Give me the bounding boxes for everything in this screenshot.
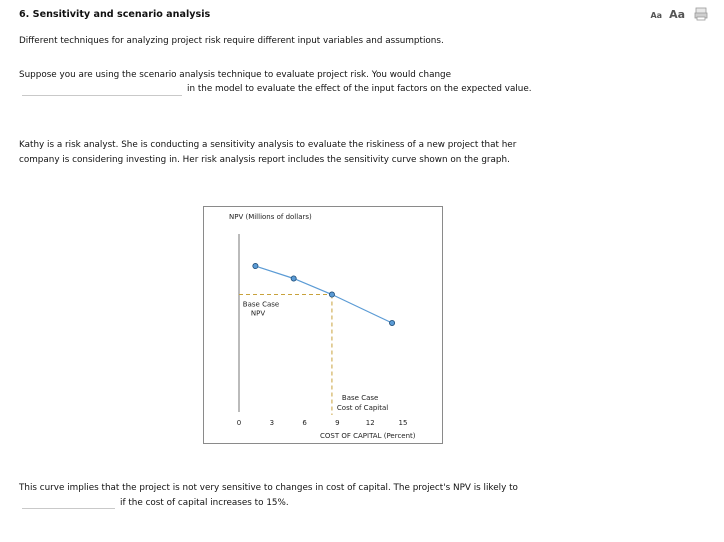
base-cost-label-line2: Cost of Capital xyxy=(336,404,389,412)
question2-line2: if the cost of capital increases to 15%. xyxy=(120,498,289,508)
x-tick-label: 0 xyxy=(236,419,242,427)
data-point xyxy=(329,292,334,297)
x-tick-label: 15 xyxy=(398,419,408,427)
base-npv-label-line2: NPV xyxy=(250,309,266,318)
question1-line1: Suppose you are using the scenario analysis technique to evaluate project risk. You would change xyxy=(19,70,452,80)
x-tick-label: 9 xyxy=(335,419,340,427)
chart-xlabel: COST OF CAPITAL (Percent) xyxy=(320,432,416,440)
question1-answer-dropdown[interactable] xyxy=(22,95,182,96)
sensitivity-chart xyxy=(203,206,443,444)
data-point xyxy=(291,276,296,281)
x-tick-label: 12 xyxy=(365,419,375,427)
scenario-line1: Kathy is a risk analyst. She is conducting a sensitivity analysis to evaluate the riskiness of a new project that her xyxy=(19,140,517,150)
base-npv-label-line1: Base Case xyxy=(242,300,280,309)
data-point xyxy=(253,263,258,268)
font-controls xyxy=(650,7,708,21)
page-title: 6. Sensitivity and scenario analysis xyxy=(19,9,211,20)
font-size-large-button[interactable]: Aa xyxy=(669,8,685,21)
chart-ylabel: NPV (Millions of dollars) xyxy=(229,213,312,221)
font-size-small-button[interactable]: Aa xyxy=(650,11,663,20)
intro-text: Different techniques for analyzing project risk require different input variables and assumptions. xyxy=(19,36,444,46)
x-tick-label: 6 xyxy=(302,419,307,427)
x-tick-label: 3 xyxy=(269,419,275,427)
question2-line1: This curve implies that the project is not very sensitive to changes in cost of capital. The project's NPV is likely to xyxy=(19,483,518,493)
question2-answer-dropdown[interactable] xyxy=(22,508,115,509)
data-point xyxy=(389,320,394,325)
print-icon[interactable] xyxy=(694,7,708,21)
chart-svg xyxy=(204,207,444,445)
question1-line2: in the model to evaluate the effect of the input factors on the expected value. xyxy=(187,84,532,94)
scenario-line2: company is considering investing in. Her risk analysis report includes the sensitivity curve shown on the graph. xyxy=(19,155,510,165)
base-cost-label-line1: Base Case xyxy=(341,394,379,402)
